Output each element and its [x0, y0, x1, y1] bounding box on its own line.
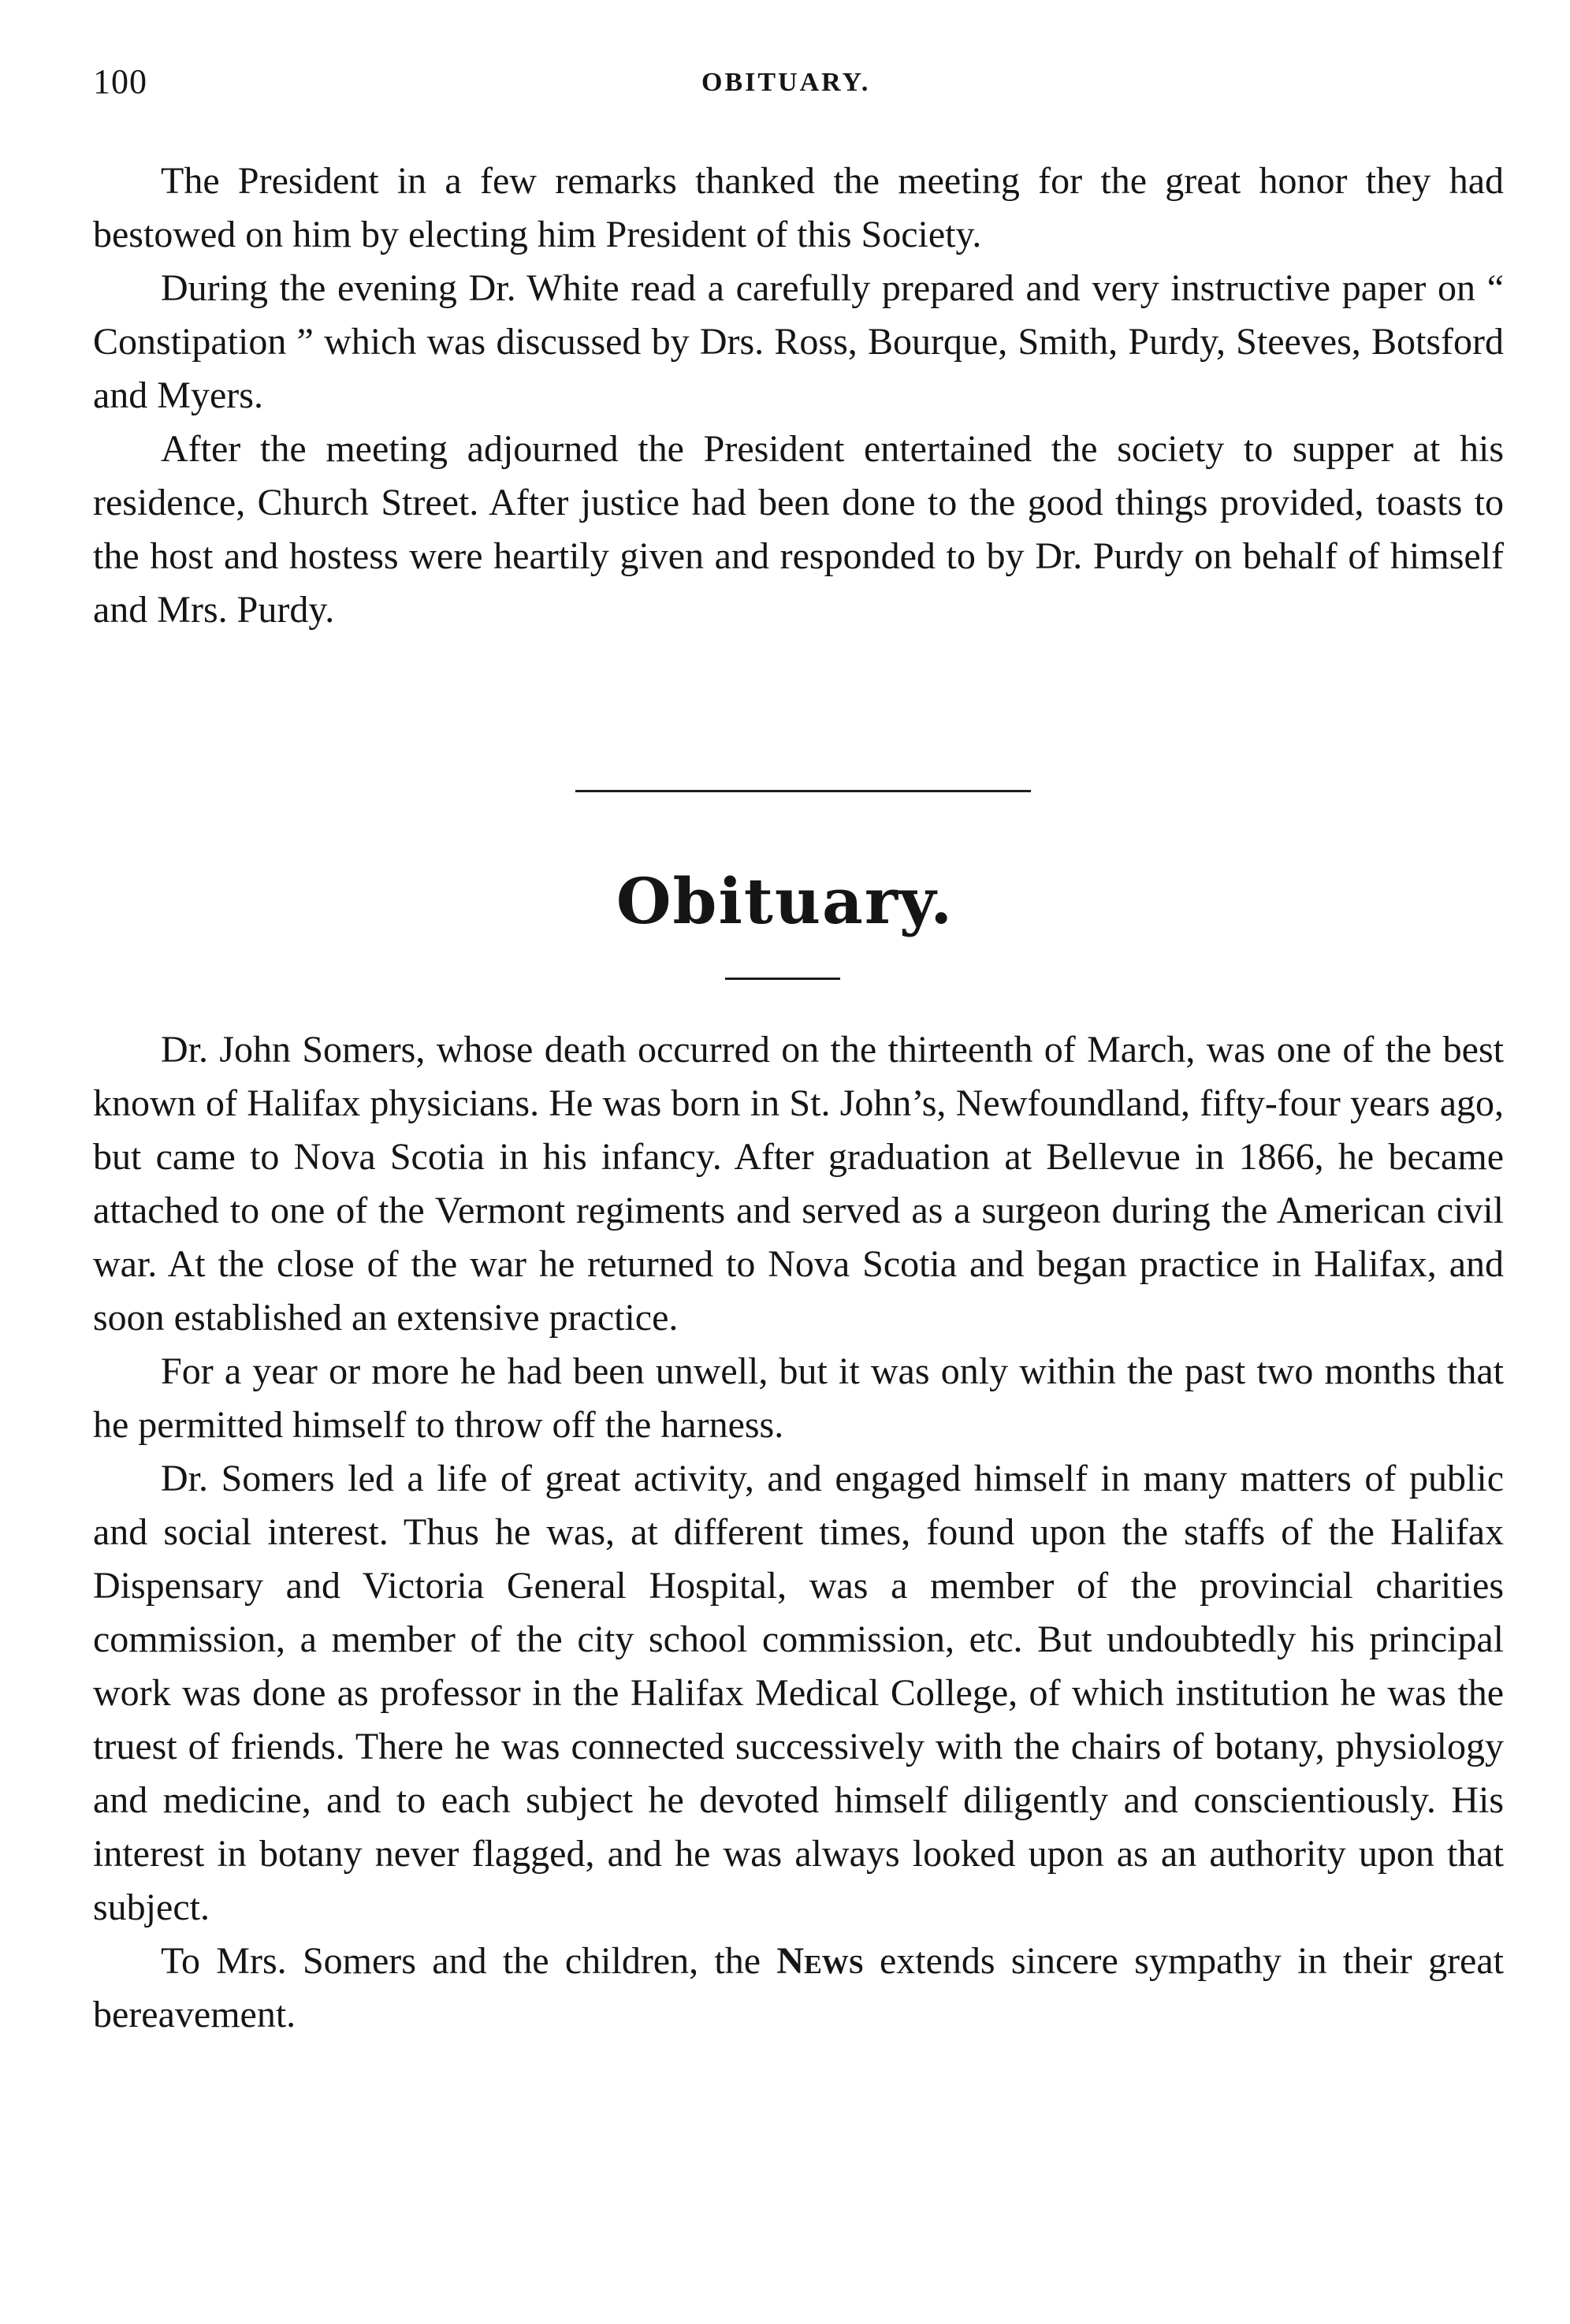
meeting-report	[93, 155, 1504, 637]
running-head	[93, 61, 1504, 109]
obituary-heading: Obituary.	[616, 864, 954, 938]
heading-underline	[725, 978, 840, 980]
meeting-paragraph: During the evening Dr. White read a carefully prepared and very instructive paper on “ Constipation ” which was discussed by Drs. Ross, Bourque, Smith, Purdy, Steeves, Botsford and Myers.	[93, 267, 1504, 416]
obituary-paragraph: Dr. Somers led a life of great activity, and engaged himself in many matters of public and social interest. Thus he was, at different times, found upon the staffs of the Halifax Dispensary and Victoria General Hospital, was a member of the provincial charities commission, a member of the city school commission, etc. But undoubtedly his principal work was done as professor in the Halifax Medical College, of which institution he was the truest of friends. There he was connected successively with the chairs of botany, physiology and medicine, and to each subject he devoted himself diligently and conscientiously. His interest in botany never flagged, and he was always looked upon as an authority upon that subject.	[93, 1458, 1504, 1928]
meeting-paragraph: After the meeting adjourned the President entertained the society to supper at his residence, Church Street. After justice had been done to the good things provided, toasts to the host and hostess were heartily given and responded to by Dr. Purdy on behalf of himself and Mrs. Purdy.	[93, 428, 1504, 631]
running-title: OBITUARY.	[701, 68, 871, 97]
closing-text-end: extends sincere sympathy in their great bereavement.	[93, 1940, 1505, 2035]
obituary-paragraph: Dr. John Somers, whose death occurred on the thirteenth of March, was one of the best known of Halifax physicians. He was born in St. John’s, Newfoundland, fifty-four years ago, but came to Nova Scotia in his infancy. After graduation at Bellevue in 1866, he became attached to one of the Vermont regiments and served as a surgeon during the American civil war. At the close of the war he returned to Nova Scotia and began practice in Halifax, and soon established an extensive practice.	[93, 1029, 1504, 1339]
closing-text-start: To Mrs. Somers and the children, the	[161, 1940, 777, 1982]
obituary-body	[93, 1023, 1504, 2042]
page-number: 100	[93, 62, 147, 101]
obituary-paragraph: For a year or more he had been unwell, but it was only within the past two months that he permitted himself to throw off the harness.	[93, 1350, 1504, 1446]
section-divider	[575, 790, 1031, 792]
meeting-paragraph: The President in a few remarks thanked the meeting for the great honor they had bestowed on him by electing him President of this Society.	[93, 160, 1504, 255]
obituary-closing	[93, 1935, 1504, 2042]
publication-name: News	[776, 1940, 864, 1982]
